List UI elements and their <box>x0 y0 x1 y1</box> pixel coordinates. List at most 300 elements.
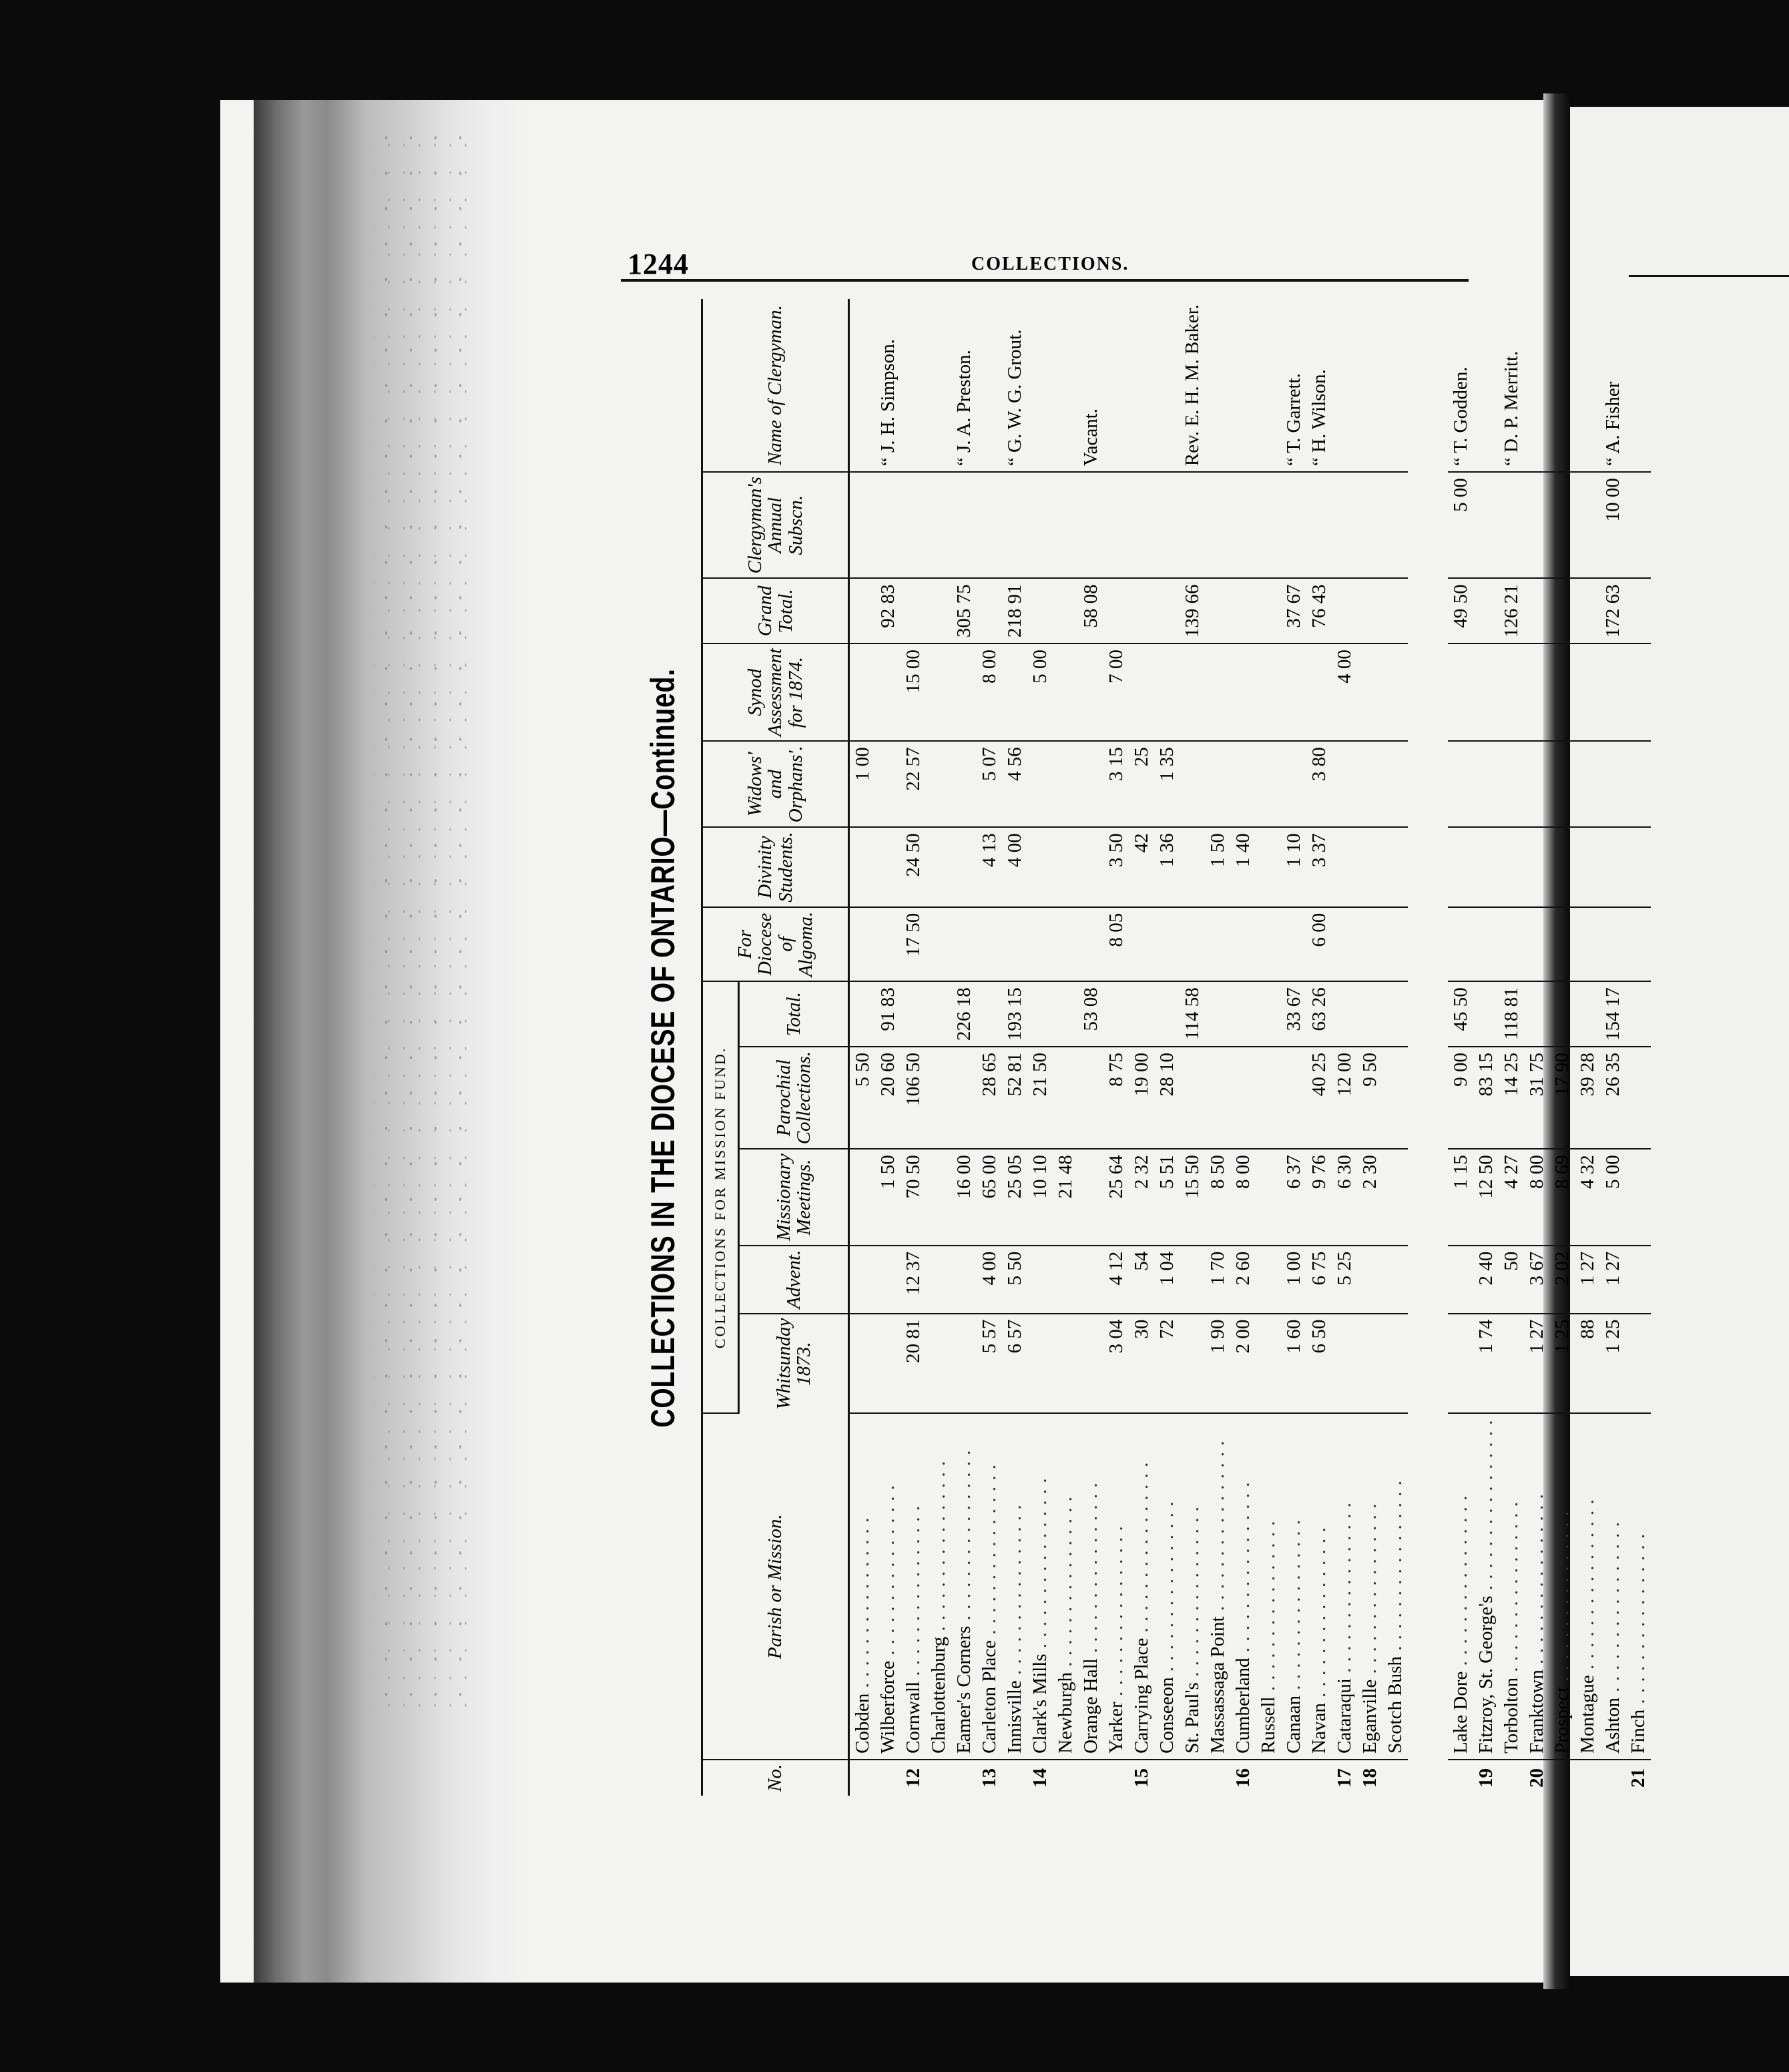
cell-adv <box>875 1246 901 1314</box>
cell-no <box>1256 1760 1281 1796</box>
cell-paro: 19 00 <box>1129 1047 1154 1149</box>
cell-syn <box>1002 643 1027 741</box>
cell-empty <box>1575 827 1600 907</box>
cell-algoma <box>1154 907 1180 981</box>
cell-paro: 26 35 <box>1600 1047 1625 1149</box>
col-parish: Parish or Mission. <box>702 1414 849 1760</box>
cell-empty <box>1575 643 1600 741</box>
cell-no <box>1575 1760 1600 1796</box>
cell-empty <box>1499 643 1524 741</box>
cell-paro <box>926 1047 951 1149</box>
cell-total: 53 08 <box>1078 981 1103 1047</box>
cell-subs <box>1205 472 1230 578</box>
cell-miss: 25 05 <box>1002 1149 1027 1246</box>
cell-subs <box>849 472 876 578</box>
table-row <box>1078 299 1103 1796</box>
cell-grand: 126 21 <box>1499 578 1524 643</box>
cell-total: 33 67 <box>1281 981 1306 1047</box>
cell-empty <box>1524 741 1549 827</box>
header-rule <box>621 279 1469 282</box>
cell-div <box>1180 827 1205 907</box>
cell-paro: 8 75 <box>1103 1047 1129 1149</box>
cell-parish: Scotch Bush . . . <box>1382 1414 1408 1760</box>
table-row <box>1332 299 1357 1796</box>
cell-clergy <box>1332 299 1357 472</box>
cell-total <box>1230 981 1256 1047</box>
cell-miss: 6 37 <box>1281 1149 1306 1246</box>
cell-parish: Lake Dore . . . <box>1448 1414 1473 1760</box>
cell-paro: 40 25 <box>1306 1047 1332 1149</box>
cell-wid: 1 35 <box>1154 741 1180 827</box>
cell-wid <box>1281 741 1306 827</box>
cell-adv: 1 70 <box>1205 1246 1230 1314</box>
table-row <box>1053 299 1078 1796</box>
cell-div <box>951 827 977 907</box>
cell-parish: Orange Hall . . . <box>1078 1414 1103 1760</box>
cell-parish: Eganville . . . <box>1357 1414 1382 1760</box>
cell-grand: 139 66 <box>1180 578 1205 643</box>
cell-wid: 4 56 <box>1002 741 1027 827</box>
cell-whit <box>1180 1314 1205 1414</box>
cell-subs <box>926 472 951 578</box>
table-row <box>1103 299 1129 1796</box>
cell-no <box>1002 1760 1027 1796</box>
cell-grand: 218 91 <box>1002 578 1027 643</box>
cell-empty <box>1625 827 1651 907</box>
cell-subs <box>1230 472 1256 578</box>
cell-miss: 9 76 <box>1306 1149 1332 1246</box>
cell-div: 1 50 <box>1205 827 1230 907</box>
facing-table-row <box>1600 299 1625 1796</box>
cell-div: 3 50 <box>1103 827 1129 907</box>
cell-no <box>1103 1760 1129 1796</box>
col-clergyman: Name of Clergyman. <box>702 299 849 472</box>
cell-miss: 4 27 <box>1499 1149 1524 1246</box>
cell-subs <box>1078 472 1103 578</box>
cell-no <box>1382 1760 1408 1796</box>
cell-miss: 70 50 <box>901 1149 926 1246</box>
cell-parish: Carrying Place . . . <box>1129 1414 1154 1760</box>
cell-div <box>1357 827 1382 907</box>
cell-empty <box>1499 907 1524 981</box>
cell-miss <box>1625 1149 1651 1246</box>
cell-whit <box>875 1314 901 1414</box>
cell-grand <box>1357 578 1382 643</box>
cell-no: 21 <box>1627 1768 1649 1788</box>
cell-total <box>1129 981 1154 1047</box>
cell-no <box>1180 1760 1205 1796</box>
cell-paro: 17 90 <box>1549 1047 1575 1149</box>
cell-adv <box>1448 1246 1473 1314</box>
cell-div <box>1332 827 1357 907</box>
cell-adv <box>1357 1246 1382 1314</box>
cell-algoma <box>1332 907 1357 981</box>
cell-whit: 1 90 <box>1205 1314 1230 1414</box>
table-row <box>1281 299 1306 1796</box>
cell-wid <box>951 741 977 827</box>
table-row <box>1180 299 1205 1796</box>
cell-total <box>1549 981 1575 1047</box>
cell-algoma <box>926 907 951 981</box>
cell-empty <box>1549 907 1575 981</box>
cell-paro: 9 00 <box>1448 1047 1473 1149</box>
cell-wid <box>875 741 901 827</box>
cell-paro: 20 60 <box>875 1047 901 1149</box>
col-algoma: For Diocese of Algoma. <box>702 907 849 981</box>
cell-adv: 2 40 <box>1473 1246 1499 1314</box>
cell-adv: 12 37 <box>901 1246 926 1314</box>
cell-div <box>926 827 951 907</box>
cell-whit <box>1499 1314 1524 1414</box>
cell-parish: Fitzroy, St. George's . . . <box>1473 1414 1499 1760</box>
cell-subs <box>977 472 1002 578</box>
cell-parish: Conseeon . . . <box>1154 1414 1180 1760</box>
cell-subs <box>901 472 926 578</box>
cell-total <box>926 981 951 1047</box>
cell-paro: 31 75 <box>1524 1047 1549 1149</box>
facing-page-separator <box>1408 299 1448 1796</box>
cell-no: 14 <box>1029 1768 1051 1788</box>
col-no: No. <box>702 1760 849 1796</box>
cell-empty <box>1448 827 1473 907</box>
cell-no: 12 <box>903 1768 924 1788</box>
cell-grand: 92 83 <box>875 578 901 643</box>
cell-parish: Innisville . . . <box>1002 1414 1027 1760</box>
cell-paro: 52 81 <box>1002 1047 1027 1149</box>
cell-clergy <box>1027 299 1053 472</box>
cell-algoma <box>875 907 901 981</box>
separator-cell <box>1408 299 1448 1796</box>
cell-total <box>1027 981 1053 1047</box>
cell-grand <box>1382 578 1408 643</box>
cell-clergy: “ H. Wilson. <box>1306 299 1332 472</box>
cell-wid <box>1256 741 1281 827</box>
cell-miss: 21 48 <box>1053 1149 1078 1246</box>
cell-subs <box>1549 472 1575 578</box>
page-header <box>621 247 1489 300</box>
cell-whit: 1 74 <box>1473 1314 1499 1414</box>
cell-parish: Cobden . . . <box>849 1414 876 1760</box>
cell-subs <box>1357 472 1382 578</box>
cell-whit: 3 04 <box>1103 1314 1129 1414</box>
cell-no: 15 <box>1131 1768 1152 1788</box>
cell-grand <box>1053 578 1078 643</box>
cell-syn <box>951 643 977 741</box>
cell-empty <box>1499 827 1524 907</box>
facing-table-row <box>1499 299 1524 1796</box>
cell-clergy <box>1524 299 1549 472</box>
col-total: Total. <box>739 981 849 1047</box>
cell-empty <box>1549 741 1575 827</box>
cell-adv: 1 04 <box>1154 1246 1180 1314</box>
col-missionary: Missionary Meetings. <box>739 1149 849 1246</box>
cell-syn: 15 00 <box>901 643 926 741</box>
cell-adv <box>1382 1246 1408 1314</box>
cell-empty <box>1575 741 1600 827</box>
cell-whit: 1 27 <box>1524 1314 1549 1414</box>
cell-grand <box>1205 578 1230 643</box>
cell-adv: 1 00 <box>1281 1246 1306 1314</box>
cell-clergy: “ J. H. Simpson. <box>875 299 901 472</box>
cell-total <box>1382 981 1408 1047</box>
cell-miss: 8 69 <box>1549 1149 1575 1246</box>
cell-whit: 1 25 <box>1600 1314 1625 1414</box>
cell-total <box>849 981 876 1047</box>
cell-parish: Wilberforce . . . <box>875 1414 901 1760</box>
cell-whit <box>951 1314 977 1414</box>
cell-whit: 72 <box>1154 1314 1180 1414</box>
cell-clergy <box>901 299 926 472</box>
cell-empty <box>1600 741 1625 827</box>
cell-subs <box>1499 472 1524 578</box>
cell-empty <box>1473 907 1499 981</box>
cell-parish: Newburgh . . . <box>1053 1414 1078 1760</box>
cell-syn <box>875 643 901 741</box>
cell-no <box>1306 1760 1332 1796</box>
cell-grand <box>1575 578 1600 643</box>
col-widows: Widows' and Orphans'. <box>702 741 849 827</box>
cell-no: 16 <box>1232 1768 1254 1788</box>
cell-wid <box>1078 741 1103 827</box>
cell-total: 154 17 <box>1600 981 1625 1047</box>
cell-subs <box>1256 472 1281 578</box>
cell-whit: 5 57 <box>977 1314 1002 1414</box>
cell-no <box>1499 1760 1524 1796</box>
cell-clergy <box>1154 299 1180 472</box>
cell-grand <box>901 578 926 643</box>
cell-div <box>1382 827 1408 907</box>
cell-subs <box>1575 472 1600 578</box>
cell-syn: 5 00 <box>1027 643 1053 741</box>
cell-algoma <box>1002 907 1027 981</box>
cell-parish: Canaan . . . <box>1281 1414 1306 1760</box>
cell-paro: 12 00 <box>1332 1047 1357 1149</box>
cell-syn <box>1078 643 1103 741</box>
cell-adv <box>849 1246 876 1314</box>
cell-total <box>901 981 926 1047</box>
cell-parish: Ashton . . . <box>1600 1414 1625 1760</box>
cell-clergy <box>1382 299 1408 472</box>
col-group-mission-fund: COLLECTIONS FOR MISSION FUND. <box>702 981 739 1413</box>
cell-miss: 15 50 <box>1180 1149 1205 1246</box>
cell-subs <box>1103 472 1129 578</box>
cell-whit <box>1027 1314 1053 1414</box>
cell-no <box>875 1760 901 1796</box>
cell-parish: Franktown . . . <box>1524 1414 1549 1760</box>
cell-empty <box>1600 907 1625 981</box>
cell-div: 3 37 <box>1306 827 1332 907</box>
cell-syn <box>1357 643 1382 741</box>
cell-parish: St. Paul's . . . <box>1180 1414 1205 1760</box>
cell-empty <box>1524 907 1549 981</box>
cell-subs: 10 00 <box>1600 472 1625 578</box>
cell-grand <box>849 578 876 643</box>
cell-grand <box>1027 578 1053 643</box>
col-grand-total: Grand Total. <box>702 578 849 643</box>
table-row <box>1357 299 1382 1796</box>
cell-total <box>1625 981 1651 1047</box>
cell-total <box>1357 981 1382 1047</box>
cell-adv <box>1625 1246 1651 1314</box>
cell-no <box>1078 1760 1103 1796</box>
cell-adv: 1 27 <box>1575 1246 1600 1314</box>
cell-syn <box>1053 643 1078 741</box>
cell-clergy <box>1256 299 1281 472</box>
cell-whit: 6 57 <box>1002 1314 1027 1414</box>
cell-algoma <box>1053 907 1078 981</box>
cell-empty <box>1499 741 1524 827</box>
cell-adv: 4 00 <box>977 1246 1002 1314</box>
cell-whit <box>1078 1314 1103 1414</box>
cell-subs <box>1473 472 1499 578</box>
cell-parish: Montague . . . <box>1575 1414 1600 1760</box>
table-row <box>1230 299 1256 1796</box>
cell-miss: 25 64 <box>1103 1149 1129 1246</box>
facing-header-rule <box>1629 275 1789 277</box>
cell-wid <box>926 741 951 827</box>
cell-empty <box>1600 643 1625 741</box>
cell-empty <box>1524 643 1549 741</box>
cell-clergy: “ J. A. Preston. <box>951 299 977 472</box>
cell-adv <box>926 1246 951 1314</box>
cell-parish: Navan . . . <box>1306 1414 1332 1760</box>
cell-algoma <box>1281 907 1306 981</box>
cell-div <box>1256 827 1281 907</box>
cell-algoma: 8 05 <box>1103 907 1129 981</box>
cell-paro <box>1281 1047 1306 1149</box>
cell-syn: 4 00 <box>1332 643 1357 741</box>
cell-no: 19 <box>1475 1768 1497 1788</box>
cell-total: 45 50 <box>1448 981 1473 1047</box>
cell-grand <box>1625 578 1651 643</box>
cell-paro <box>1256 1047 1281 1149</box>
cell-grand <box>1473 578 1499 643</box>
cell-clergy <box>1549 299 1575 472</box>
cell-wid: 3 15 <box>1103 741 1129 827</box>
cell-clergy: “ T. Garrett. <box>1281 299 1306 472</box>
cell-miss: 10 10 <box>1027 1149 1053 1246</box>
cell-miss: 2 32 <box>1129 1149 1154 1246</box>
cell-wid <box>1053 741 1078 827</box>
table-row <box>1154 299 1180 1796</box>
table-row <box>1306 299 1332 1796</box>
cell-whit <box>1256 1314 1281 1414</box>
cell-subs <box>1027 472 1053 578</box>
cell-div: 1 36 <box>1154 827 1180 907</box>
table-row <box>977 299 1002 1796</box>
cell-algoma <box>951 907 977 981</box>
cell-miss: 8 50 <box>1205 1149 1230 1246</box>
cell-algoma <box>849 907 876 981</box>
cell-algoma <box>1129 907 1154 981</box>
col-advent: Advent. <box>739 1246 849 1314</box>
cell-whit: 1 25 <box>1549 1314 1575 1414</box>
cell-syn <box>1256 643 1281 741</box>
cell-div: 24 50 <box>901 827 926 907</box>
cell-paro: 28 65 <box>977 1047 1002 1149</box>
cell-algoma <box>1382 907 1408 981</box>
cell-no <box>1154 1760 1180 1796</box>
cell-algoma: 6 00 <box>1306 907 1332 981</box>
cell-total: 63 26 <box>1306 981 1332 1047</box>
cell-whit: 2 00 <box>1230 1314 1256 1414</box>
cell-adv: 50 <box>1499 1246 1524 1314</box>
cell-paro <box>1205 1047 1230 1149</box>
cell-div: 1 40 <box>1230 827 1256 907</box>
cell-subs <box>1382 472 1408 578</box>
cell-clergy <box>1205 299 1230 472</box>
cell-empty <box>1473 643 1499 741</box>
cell-div: 4 00 <box>1002 827 1027 907</box>
cell-miss: 8 00 <box>1524 1149 1549 1246</box>
cell-div <box>1053 827 1078 907</box>
facing-table-row <box>1524 299 1549 1796</box>
cell-algoma <box>1027 907 1053 981</box>
table-row <box>1256 299 1281 1796</box>
cell-subs <box>1332 472 1357 578</box>
col-clergyman-subscn: Clergyman's Annual Subscn. <box>702 472 849 578</box>
cell-grand: 58 08 <box>1078 578 1103 643</box>
cell-clergy <box>849 299 876 472</box>
cell-adv: 5 25 <box>1332 1246 1357 1314</box>
cell-no <box>1600 1760 1625 1796</box>
table-row <box>901 299 926 1796</box>
cell-syn <box>1382 643 1408 741</box>
cell-whit <box>1625 1314 1651 1414</box>
cell-whit <box>1053 1314 1078 1414</box>
cell-no <box>1053 1760 1078 1796</box>
cell-clergy: “ T. Godden. <box>1448 299 1473 472</box>
cell-wid: 5 07 <box>977 741 1002 827</box>
cell-paro <box>951 1047 977 1149</box>
cell-total <box>1154 981 1180 1047</box>
cell-wid: 3 80 <box>1306 741 1332 827</box>
cell-clergy <box>1357 299 1382 472</box>
cell-miss <box>1382 1149 1408 1246</box>
table-body <box>849 299 1651 1796</box>
cell-adv: 2 60 <box>1230 1246 1256 1314</box>
cell-clergy: “ D. P. Merritt. <box>1499 299 1524 472</box>
cell-paro: 14 25 <box>1499 1047 1524 1149</box>
cell-miss: 12 50 <box>1473 1149 1499 1246</box>
cell-total <box>977 981 1002 1047</box>
cell-syn <box>1306 643 1332 741</box>
cell-paro: 106 50 <box>901 1047 926 1149</box>
cell-algoma <box>1230 907 1256 981</box>
cell-empty <box>1625 741 1651 827</box>
cell-grand <box>1332 578 1357 643</box>
cell-subs <box>1053 472 1078 578</box>
cell-parish: Torbolton . . . <box>1499 1414 1524 1760</box>
cell-wid <box>1357 741 1382 827</box>
cell-subs <box>1180 472 1205 578</box>
cell-whit <box>1382 1314 1408 1414</box>
cell-miss: 1 15 <box>1448 1149 1473 1246</box>
cell-grand <box>1103 578 1129 643</box>
cell-syn <box>1129 643 1154 741</box>
cell-whit <box>926 1314 951 1414</box>
cell-paro: 39 28 <box>1575 1047 1600 1149</box>
cell-adv: 2 02 <box>1549 1246 1575 1314</box>
cell-parish: Eamer's Corners . . . <box>951 1414 977 1760</box>
collections-table <box>701 299 1651 1796</box>
cell-wid <box>1230 741 1256 827</box>
running-head: COLLECTIONS. <box>971 254 1129 274</box>
table-row <box>1129 299 1154 1796</box>
cell-clergy <box>1625 299 1651 472</box>
cell-clergy <box>1575 299 1600 472</box>
cell-no <box>1448 1760 1473 1796</box>
